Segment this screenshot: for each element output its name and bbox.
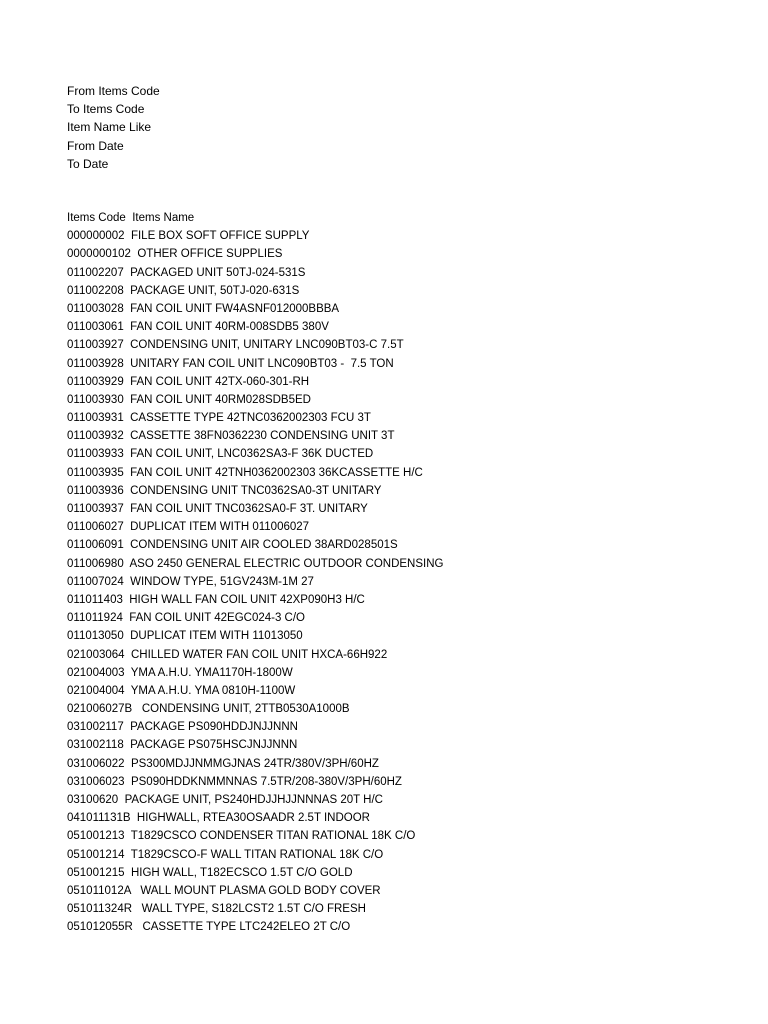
filter-from-items-code: From Items Code [67, 84, 160, 98]
item-name: DUPLICAT ITEM WITH 11013050 [130, 630, 303, 643]
column-header-items-code: Items Code [67, 212, 126, 224]
item-name: CASSETTE TYPE 42TNC0362002303 FCU 3T [130, 412, 371, 425]
item-code: 051001214 [67, 848, 125, 861]
item-name: CONDENSING UNIT TNC0362SA0-3T UNITARY [130, 484, 382, 497]
item-code: 021003064 [67, 648, 125, 661]
item-code: 011003927 [67, 339, 124, 352]
item-name: PS090HDDKNMMNNAS 7.5TR/208-380V/3PH/60HZ [130, 775, 402, 788]
table-row [67, 627, 443, 645]
item-name: FAN COIL UNIT 42TNH0362002303 36KCASSETTE H/C [130, 466, 423, 479]
item-name: FAN COIL UNIT, LNC0362SA3-F 36K DUCTED [130, 448, 374, 461]
item-name: FAN COIL UNIT 40RM028SDB5ED [130, 393, 311, 406]
table-row [67, 864, 443, 882]
item-name: HIGH WALL FAN COIL UNIT 42XP090H3 H/C [129, 593, 365, 606]
item-name: FILE BOX SOFT OFFICE SUPPLY [130, 230, 310, 243]
item-name: YMA A.H.U. YMA 0810H-1100W [130, 684, 296, 697]
item-code: 051011012A [67, 884, 131, 897]
table-row [67, 500, 443, 518]
item-name: CASSETTE 38FN0362230 CONDENSING UNIT 3T [130, 430, 395, 443]
item-code: 011003933 [67, 448, 124, 461]
table-row [67, 355, 443, 373]
item-code: 031002117 [67, 721, 124, 734]
item-name: HIGHWALL, RTEA30OSAADR 2.5T INDOOR [136, 812, 370, 825]
item-name: PACKAGE PS075HSCJNJJNNN [130, 739, 298, 752]
item-code: 0000000102 [67, 248, 131, 261]
item-code: 011003929 [67, 375, 124, 388]
item-code: 011003932 [67, 430, 124, 443]
item-name: FAN COIL UNIT FW4ASNF012000BBBA [130, 302, 340, 315]
filter-to-date: To Date [67, 156, 109, 171]
table-row [67, 918, 443, 936]
item-name: DUPLICAT ITEM WITH 011006027 [130, 521, 310, 534]
filter-item-name-like: Item Name Like [67, 120, 152, 135]
table-row [67, 591, 443, 609]
item-code: 051011324R [67, 903, 133, 916]
table-row [67, 900, 443, 918]
item-code: 011003930 [67, 393, 124, 406]
table-row [67, 555, 443, 573]
item-name: FAN COIL UNIT 40RM-008SDB5 380V [130, 321, 329, 334]
table-row [67, 373, 443, 391]
item-name: FAN COIL UNIT TNC0362SA0-F 3T. UNITARY [130, 503, 368, 515]
item-code: 000000002 [67, 230, 125, 243]
item-code: 011006980 [67, 557, 124, 570]
table-row [67, 882, 443, 900]
item-code: 011003061 [67, 321, 124, 334]
items-report [67, 209, 443, 937]
item-name: UNITARY FAN COIL UNIT LNC090BT03 - 7.5 TON [130, 357, 394, 370]
item-code: 011006091 [67, 539, 124, 552]
item-code: 011013050 [67, 630, 124, 643]
table-row [67, 809, 443, 827]
item-name: PS300MDJJNMMGJNAS 24TR/380V/3PH/60HZ [130, 757, 379, 770]
item-code: 041011131B [67, 812, 131, 825]
item-code: 031006022 [67, 757, 125, 770]
item-code: 011003937 [67, 503, 124, 515]
table-row [67, 609, 443, 627]
item-name: CHILLED WATER FAN COIL UNIT HXCA-66H922 [130, 648, 388, 661]
item-name: HIGH WALL, T182ECSCO 1.5T C/O GOLD [130, 866, 353, 879]
item-name: PACKAGED UNIT 50TJ-024-531S [130, 266, 306, 279]
table-row [67, 846, 443, 864]
item-name: PACKAGE UNIT, PS240HDJJHJJNNNAS 20T H/C [124, 794, 383, 806]
item-code: 03100620 [67, 794, 119, 806]
column-header-items-name: Items Name [132, 212, 195, 224]
item-name: CONDENSING UNIT AIR COOLED 38ARD028501S [130, 539, 398, 552]
item-code: 011003028 [67, 302, 124, 315]
item-code: 011011403 [67, 593, 123, 606]
table-row [67, 318, 443, 336]
item-code: 021004004 [67, 684, 125, 697]
table-row [67, 464, 443, 482]
item-code: 011002207 [67, 266, 124, 279]
item-name: WINDOW TYPE, 51GV243M-1M 27 [130, 575, 314, 588]
item-name: T1829CSCO-F WALL TITAN RATIONAL 18K C/O [130, 848, 384, 861]
filter-to-items-code: To Items Code [67, 102, 145, 117]
item-code: 011006027 [67, 521, 124, 534]
table-row [67, 664, 443, 682]
table-row [67, 536, 443, 554]
table-row [67, 282, 443, 300]
item-name: ASO 2450 GENERAL ELECTRIC OUTDOOR CONDENSING [129, 557, 444, 570]
table-row [67, 518, 443, 536]
item-name: PACKAGE UNIT, 50TJ-020-631S [130, 284, 300, 297]
item-name: FAN COIL UNIT 42TX-060-301-RH [130, 375, 310, 388]
filter-from-date: From Date [67, 138, 124, 153]
table-row [67, 409, 443, 427]
table-row [67, 482, 443, 500]
item-code: 011011924 [67, 612, 123, 625]
item-code: 021004003 [67, 666, 125, 679]
item-code: 051001215 [67, 866, 125, 879]
table-header [67, 209, 443, 227]
table-row [67, 427, 443, 445]
item-code: 011003936 [67, 484, 124, 497]
item-code: 011003935 [67, 466, 124, 479]
item-name: OTHER OFFICE SUPPLIES [137, 248, 283, 261]
table-row [67, 391, 443, 409]
item-name: PACKAGE PS090HDDJNJJNNN [130, 721, 298, 734]
table-row [67, 736, 443, 754]
item-name: CASSETTE TYPE LTC242ELEO 2T C/O [139, 921, 351, 934]
table-row [67, 773, 443, 791]
table-row [67, 682, 443, 700]
item-code: 011003928 [67, 357, 124, 370]
table-row [67, 264, 443, 282]
item-code: 011002208 [67, 284, 124, 297]
item-name: FAN COIL UNIT 42EGC024-3 C/O [129, 612, 306, 625]
table-row [67, 791, 443, 809]
item-code: 051001213 [67, 830, 125, 843]
table-row [67, 445, 443, 463]
table-row [67, 336, 443, 354]
table-row [67, 646, 443, 664]
item-code: 031006023 [67, 775, 125, 788]
item-code: 031002118 [67, 739, 124, 752]
table-row [67, 573, 443, 591]
table-row [67, 718, 443, 736]
item-name: WALL MOUNT PLASMA GOLD BODY COVER [137, 884, 381, 897]
table-row [67, 755, 443, 773]
item-code: 051012055R [67, 921, 133, 934]
table-row [67, 827, 443, 845]
item-code: 021006027B [67, 703, 133, 716]
item-name: WALL TYPE, S182LCST2 1.5T C/O FRESH [138, 903, 366, 916]
item-code: 011007024 [67, 575, 124, 588]
item-name: YMA A.H.U. YMA1170H-1800W [130, 666, 293, 679]
item-code: 011003931 [67, 412, 124, 425]
item-name: CONDENSING UNIT, UNITARY LNC090BT03-C 7.5T [130, 339, 404, 352]
report-filters [67, 82, 160, 173]
item-name: CONDENSING UNIT, 2TTB0530A1000B [138, 703, 350, 716]
table-row [67, 700, 443, 718]
table-row [67, 300, 443, 318]
item-name: T1829CSCO CONDENSER TITAN RATIONAL 18K C/O [130, 830, 416, 843]
table-row [67, 245, 443, 263]
table-row [67, 227, 443, 245]
